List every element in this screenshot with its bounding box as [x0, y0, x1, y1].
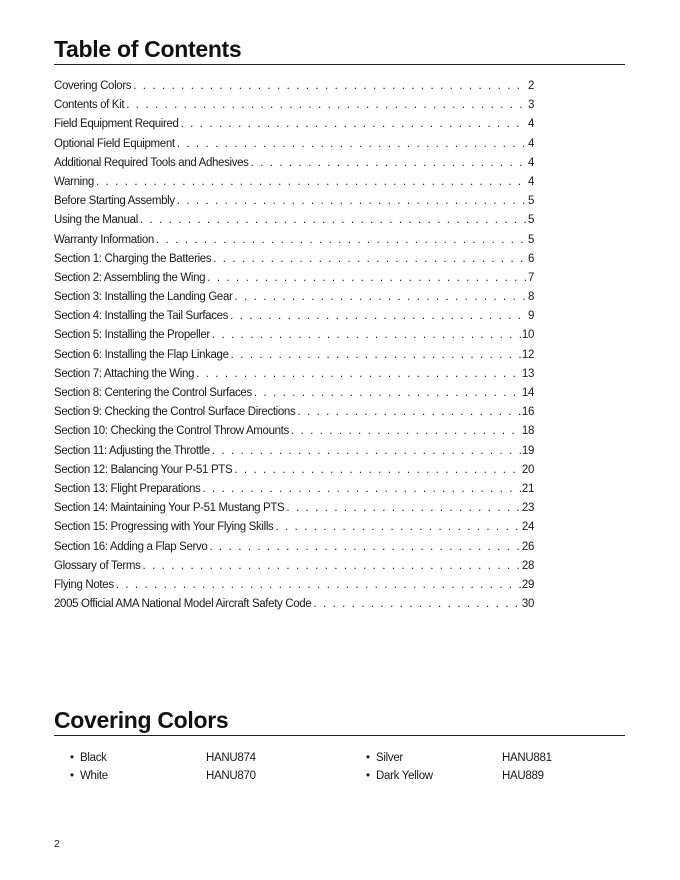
toc-entry-page: 7 — [527, 271, 534, 284]
dot-leader — [143, 557, 521, 576]
toc-entry[interactable] — [54, 269, 534, 288]
toc-entry[interactable] — [54, 135, 534, 154]
toc-entry-title: Section 15: Progressing with Your Flying Skills — [54, 521, 274, 534]
dot-leader — [297, 403, 521, 422]
toc-entry-page: 5 — [527, 195, 534, 208]
toc-entry[interactable] — [54, 384, 534, 403]
toc-entry[interactable] — [54, 307, 534, 326]
toc-entry-title: Section 8: Centering the Control Surfaces — [54, 387, 252, 399]
color-name: • Black — [70, 749, 107, 767]
dot-leader — [177, 135, 527, 154]
table-of-contents — [54, 77, 534, 614]
toc-entry-title: Additional Required Tools and Adhesives — [54, 156, 249, 169]
dot-leader — [235, 288, 527, 307]
toc-entry[interactable] — [54, 557, 534, 576]
dot-leader — [234, 461, 521, 480]
toc-entry-page: 30 — [521, 598, 534, 611]
bullet-icon: • — [70, 752, 74, 764]
dot-leader — [213, 250, 527, 269]
toc-entry-title: 2005 Official AMA National Model Aircraft Safety Code — [54, 598, 312, 611]
toc-entry[interactable] — [54, 154, 534, 173]
dot-leader — [275, 518, 520, 537]
toc-entry[interactable] — [54, 173, 534, 192]
toc-entry-title: Flying Notes — [54, 578, 114, 591]
dot-leader — [140, 211, 527, 230]
toc-entry-page: 4 — [527, 118, 534, 131]
toc-entry-title: Section 16: Adding a Flap Servo — [54, 540, 208, 553]
dot-leader — [96, 173, 527, 192]
toc-entry-title: Before Starting Assembly — [54, 195, 175, 208]
toc-entry[interactable] — [54, 326, 534, 345]
toc-entry-title: Using the Manual — [54, 214, 138, 227]
toc-entry[interactable] — [54, 346, 534, 365]
dot-leader — [212, 442, 521, 461]
toc-entry[interactable] — [54, 576, 534, 595]
dot-leader — [254, 384, 521, 403]
dot-leader — [313, 595, 521, 614]
toc-entry-page: 28 — [521, 559, 534, 572]
toc-entry-page: 8 — [527, 291, 534, 304]
toc-entry-title: Section 13: Flight Preparations — [54, 482, 201, 495]
toc-entry-page: 4 — [527, 156, 534, 169]
color-name: • Dark Yellow — [366, 767, 433, 785]
dot-leader — [209, 538, 520, 557]
toc-entry-title: Covering Colors — [54, 80, 132, 92]
toc-entry-title: Section 9: Checking the Control Surface Directions — [54, 406, 296, 419]
toc-entry-page: 6 — [527, 252, 534, 265]
toc-entry-title: Glossary of Terms — [54, 559, 141, 572]
toc-entry-title: Optional Field Equipment — [54, 137, 175, 150]
dot-leader — [177, 192, 527, 211]
toc-entry[interactable] — [54, 96, 534, 115]
toc-entry-title: Section 6: Installing the Flap Linkage — [54, 348, 229, 361]
dot-leader — [126, 96, 527, 115]
toc-entry[interactable] — [54, 480, 534, 499]
toc-entry-title: Section 12: Balancing Your P-51 PTS — [54, 463, 233, 476]
toc-entry-page: 5 — [527, 233, 534, 246]
dot-leader — [251, 154, 527, 173]
toc-entry-page: 21 — [521, 482, 534, 495]
toc-entry-page: 10 — [521, 329, 534, 342]
toc-entry-page: 29 — [521, 578, 534, 591]
toc-entry-title: Section 3: Installing the Landing Gear — [54, 291, 233, 304]
toc-entry[interactable] — [54, 461, 534, 480]
toc-entry[interactable] — [54, 595, 534, 614]
toc-entry[interactable] — [54, 192, 534, 211]
toc-entry[interactable] — [54, 499, 534, 518]
page-number: 2 — [54, 838, 60, 850]
toc-entry-page: 12 — [521, 348, 534, 361]
toc-entry-title: Section 14: Maintaining Your P-51 Mustang PTS — [54, 502, 285, 515]
bullet-icon: • — [70, 770, 74, 782]
toc-entry[interactable] — [54, 288, 534, 307]
dot-leader — [181, 115, 527, 134]
toc-entry[interactable] — [54, 422, 534, 441]
dot-leader — [212, 326, 521, 345]
toc-entry[interactable] — [54, 365, 534, 384]
dot-leader — [230, 307, 527, 326]
toc-heading: Table of Contents — [54, 36, 625, 65]
toc-entry[interactable] — [54, 231, 534, 250]
toc-entry-page: 5 — [527, 214, 534, 227]
toc-entry-page: 19 — [521, 444, 534, 457]
toc-entry-title: Contents of Kit — [54, 99, 125, 112]
toc-entry-page: 20 — [521, 463, 534, 476]
dot-leader — [156, 231, 527, 250]
toc-entry-page: 26 — [521, 540, 534, 553]
bullet-icon: • — [366, 752, 370, 764]
dot-leader — [196, 365, 521, 384]
dot-leader — [202, 480, 521, 499]
toc-entry-page: 9 — [527, 310, 534, 323]
toc-entry-page: 3 — [527, 99, 534, 112]
toc-entry-title: Section 2: Assembling the Wing — [54, 271, 206, 284]
color-name: • White — [70, 767, 108, 785]
toc-entry-page: 23 — [521, 502, 534, 515]
toc-entry[interactable] — [54, 77, 534, 96]
toc-entry-page: 16 — [521, 406, 534, 419]
toc-entry[interactable] — [54, 538, 534, 557]
toc-entry[interactable] — [54, 518, 534, 537]
color-code: HAU889 — [502, 770, 544, 782]
toc-entry-page: 14 — [521, 387, 534, 399]
toc-entry[interactable] — [54, 442, 534, 461]
toc-entry[interactable] — [54, 403, 534, 422]
toc-entry-title: Section 10: Checking the Control Throw Amounts — [54, 425, 289, 438]
toc-entry-page: 2 — [527, 80, 534, 92]
color-name: • Silver — [366, 749, 403, 767]
dot-leader — [207, 269, 527, 288]
toc-entry[interactable] — [54, 115, 534, 134]
bullet-icon: • — [366, 770, 370, 782]
toc-entry-title: Warning — [54, 175, 94, 188]
covering-colors-heading: Covering Colors — [54, 707, 625, 736]
toc-entry-title: Section 11: Adjusting the Throttle — [54, 444, 210, 457]
dot-leader — [133, 77, 527, 96]
color-code: HANU870 — [206, 770, 256, 782]
toc-entry[interactable] — [54, 250, 534, 269]
toc-entry-page: 18 — [521, 425, 534, 438]
toc-entry-title: Section 7: Attaching the Wing — [54, 367, 195, 380]
color-code: HANU874 — [206, 752, 256, 764]
dot-leader — [286, 499, 521, 518]
toc-entry-page: 13 — [521, 367, 534, 380]
toc-entry-page: 4 — [527, 175, 534, 188]
toc-entry-page: 4 — [527, 137, 534, 150]
toc-entry-title: Section 5: Installing the Propeller — [54, 329, 210, 342]
dot-leader — [231, 346, 521, 365]
toc-entry-title: Warranty Information — [54, 233, 154, 246]
toc-entry-title: Section 1: Charging the Batteries — [54, 252, 212, 265]
color-code: HANU881 — [502, 752, 552, 764]
toc-entry-title: Section 4: Installing the Tail Surfaces — [54, 310, 229, 323]
dot-leader — [291, 422, 521, 441]
toc-entry[interactable] — [54, 211, 534, 230]
toc-entry-title: Field Equipment Required — [54, 118, 179, 131]
toc-entry-page: 24 — [521, 521, 534, 534]
dot-leader — [116, 576, 521, 595]
